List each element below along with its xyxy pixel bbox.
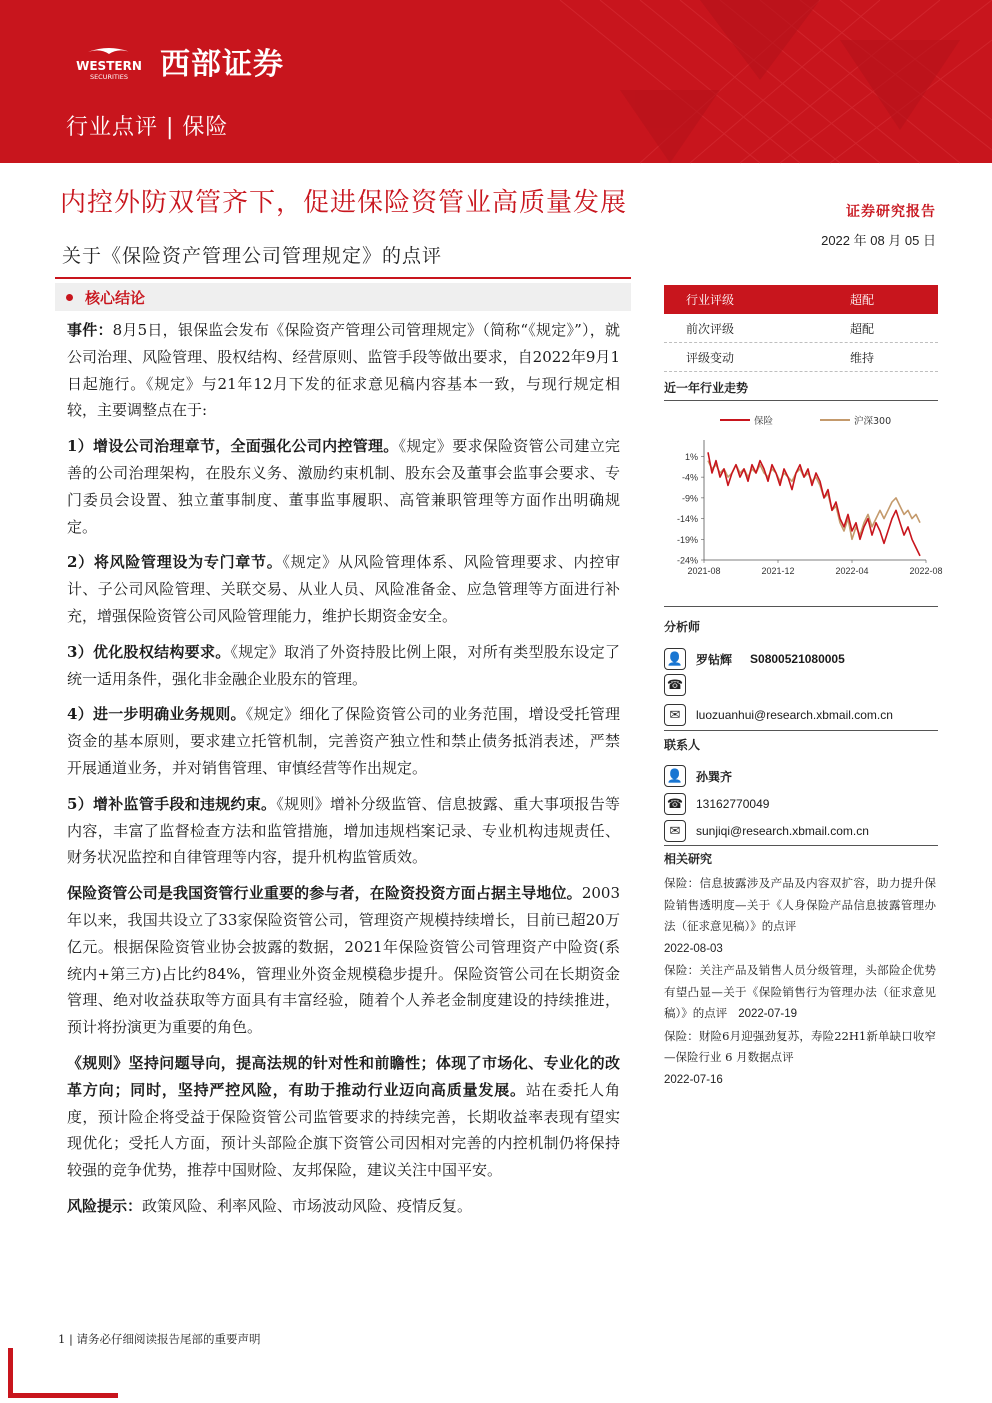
email-icon: ✉ [664,704,686,726]
report-date: 2022 年 08 月 05 日 [821,233,936,248]
paragraph-text: 《规定》要求保险资管公司建立完善的公司治理架构，在股东义务、激励约束机制、股东会及董事会监事会要求、专门委员会设置、独立董事制度、董事监事履职、高管兼职管理等方面作出明确规定。 [67,437,620,536]
footer-disclaimer: 1 | 请务必仔细阅读报告尾部的重要声明 [58,1332,261,1346]
email-icon: ✉ [664,820,686,842]
analyst-email-row [664,702,938,728]
paragraph-text: 《规定》取消了外资持股比例上限，对所有类型股东设定了统一适用条件，强化非金融企业股东的管理。 [67,642,620,688]
related-item-date: 2022-07-19 [738,1008,798,1020]
page-title: 内控外防双管齐下，促进保险资管业高质量发展 [60,188,628,218]
paragraph-point-1 [67,433,620,540]
chart-title: 近一年行业走势 [664,381,749,395]
related-item-date: 2022-08-03 [664,942,723,955]
x-tick-label: 2021-12 [761,566,795,576]
report-type: 证券研究报告 [846,204,936,220]
paragraph-lead: 1）增设公司治理章节，全面强化公司内控管理。 [67,437,399,456]
company-name: 西部证券 [160,47,284,82]
y-tick-label: -4% [681,472,698,483]
paragraph-text: 8月5日，银保监会发布《保险资产管理公司管理规定》（简称“《规定》”），就公司治理、风险管理、股权结构、经营原则、监管手段等做出要求，自2022年9月1日起施行。《规定》与21年12月下发的征求意见稿内容基本一致，与现行规定相较，主要调整点在于: [67,321,620,420]
western-logo-icon [66,46,152,82]
related-item-text: 保险：财险6月迎强劲复苏，寿险22H1新单缺口收窄—保险行业 6 月数据点评 [664,1028,936,1064]
y-tick-label: -19% [676,534,698,545]
x-tick-label: 2021-08 [687,566,721,576]
contact-section-title: 联系人 [664,738,701,752]
industry-trend-chart [664,404,943,584]
rating-value: 超配 [850,321,875,336]
contact-phone: 13162770049 [696,797,770,811]
related-item-text: 保险：关注产品及销售人员分级管理，头部险企优势有望凸显—关于《保险销售行为管理办法（征求意见稿）》的点评 [664,963,936,1020]
person-icon: 👤 [664,765,686,787]
contact-phone-row [664,791,938,817]
x-tick-label: 2022-08 [909,566,943,576]
rating-key: 前次评级 [686,321,735,336]
phone-icon: ☎ [664,674,686,696]
paragraph-text: 2003年以来，我国共设立了33家保险资管公司，管理资产规模持续增长，目前已超20万亿元。根据保险资管业协会披露的数据，2021年保险资管公司管理资产中险资(系统内+第三方)占比约84%，管理业外资金规模稳步提升。保险资管公司在长期资金管理、绝对收益获取等方面具有丰富经验，随着个人养老金制度建设的持续推进，预计将扮演更为重要的角色。 [67,884,620,1037]
svg-text:WESTERN: WESTERN [76,59,142,73]
paragraph-lead: 4）进一步明确业务规则。 [67,705,246,724]
contact-name: 孙巽齐 [696,769,733,784]
series-line [708,461,920,540]
y-tick-label: -14% [676,514,698,525]
company-logo [66,46,284,82]
report-body [67,317,620,1229]
rating-row [664,314,938,343]
contact-email-row [664,818,938,844]
rating-value: 维持 [850,350,875,365]
y-tick-label: -9% [681,493,698,504]
paragraph-event [67,317,620,424]
analyst-email[interactable]: luozuanhui@research.xbmail.com.cn [696,708,893,722]
related-top-rule [664,845,938,846]
paragraph-text: 《规则》增补分级监管、信息披露、重大事项报告等内容，丰富了监督检查方法和监管措施，增加违规档案记录、专业机构违规责任、财务状况监控和自律管理等内容，提升机构监管质效。 [67,794,620,867]
contact-email[interactable]: sunjiqi@research.xbmail.com.cn [696,824,869,838]
paragraph-text: 站在委托人角度，预计险企将受益于保险资管公司监管要求的持续完善，长期收益率表现有望实现优化；受托人方面，预计头部险企旗下资管公司因相对完善的内控机制仍将保持较强的竞争优势，推荐中国财险、友邦保险，建议关注中国平安。 [67,1080,620,1180]
rating-value: 超配 [850,293,875,307]
paragraph-point-2 [67,549,620,629]
paragraph-conclusion [67,1050,620,1184]
rating-row [664,285,938,314]
related-item[interactable] [664,1026,936,1092]
related-item[interactable] [664,873,936,960]
paragraph-text: 《规定》细化了保险资管公司的业务范围，增设受托管理资金的基本原则，要求建立托管机制，完善资产独立性和禁止债务抵消表述，严禁开展通道业务，并对销售管理、审慎经营等作出规定。 [67,705,620,777]
rating-key: 评级变动 [686,350,735,365]
analyst-license: S0800521080005 [750,652,845,666]
analyst-name-row [664,646,938,672]
analyst-top-rule [664,606,938,607]
footer-corner-mark [8,1348,13,1398]
related-item-text: 保险：信息披露涉及产品及内容双扩容，助力提升保险销售透明度—关于《人身保险产品信息披露管理办法（征求意见稿）》的点评 [664,876,936,933]
related-section-title: 相关研究 [664,852,713,866]
related-item-date: 2022-07-16 [664,1073,723,1086]
paragraph-lead: 事件： [67,321,113,339]
paragraph-point-5 [67,791,620,871]
section-label: 核心结论 [85,289,146,307]
page-subtitle: 关于《保险资产管理公司管理规定》的点评 [62,245,443,267]
contact-top-rule [664,730,938,731]
header-band [0,0,992,163]
analyst-phone-row [664,672,938,698]
chart-title-rule [664,400,938,401]
series-line [708,452,920,556]
paragraph-lead: 保险资管公司是我国资管行业重要的参与者，在险资投资方面占据主导地位。 [67,884,582,903]
section-header [55,283,631,311]
person-icon: 👤 [664,648,686,670]
paragraph-lead: 5）增补监管手段和违规约束。 [67,794,277,813]
x-tick-label: 2022-04 [835,566,869,576]
paragraph-lead: 《规则》坚持问题导向，提高法规的针对性和前瞻性；体现了市场化、专业化的改革方向；同时，坚持严控风险，有助于推动行业迈向高质量发展。 [67,1053,620,1099]
paragraph-point-3 [67,639,620,693]
report-category: 行业点评 | 保险 [66,115,229,140]
paragraph-lead: 风险提示： [67,1196,143,1215]
paragraph-text: 政策风险、利率风险、市场波动风险、疫情反复。 [142,1196,473,1215]
paragraph-industry [67,880,620,1041]
legend-label: 保险 [754,416,774,427]
title-divider [55,277,631,279]
paragraph-point-4 [67,701,620,781]
analyst-section-title: 分析师 [664,620,701,634]
paragraph-text: 《规定》从风险管理体系、风险管理要求、内控审计、子公司风险管理、关联交易、从业人员、风险准备金、应急管理等方面进行补充，增强保险资管公司风险管理能力，维护长期资金安全。 [67,553,620,625]
contact-name-row [664,763,938,789]
paragraph-lead: 3）优化股权结构要求。 [67,642,231,661]
rating-row [664,343,938,372]
related-item[interactable] [664,960,936,1026]
bullet-icon [66,294,73,301]
phone-icon: ☎ [664,793,686,815]
svg-text:SECURITIES: SECURITIES [89,73,129,81]
analyst-name: 罗钻辉 [696,652,733,667]
related-research-list [664,873,936,1091]
footer-corner-mark [8,1393,118,1398]
y-tick-label: -24% [676,555,698,566]
rating-key: 行业评级 [686,293,735,307]
paragraph-lead: 2）将风险管理设为专门章节。 [67,553,283,572]
paragraph-risk [67,1193,620,1220]
y-tick-label: 1% [684,451,698,462]
legend-label: 沪深300 [854,416,892,427]
rating-table [664,285,938,372]
